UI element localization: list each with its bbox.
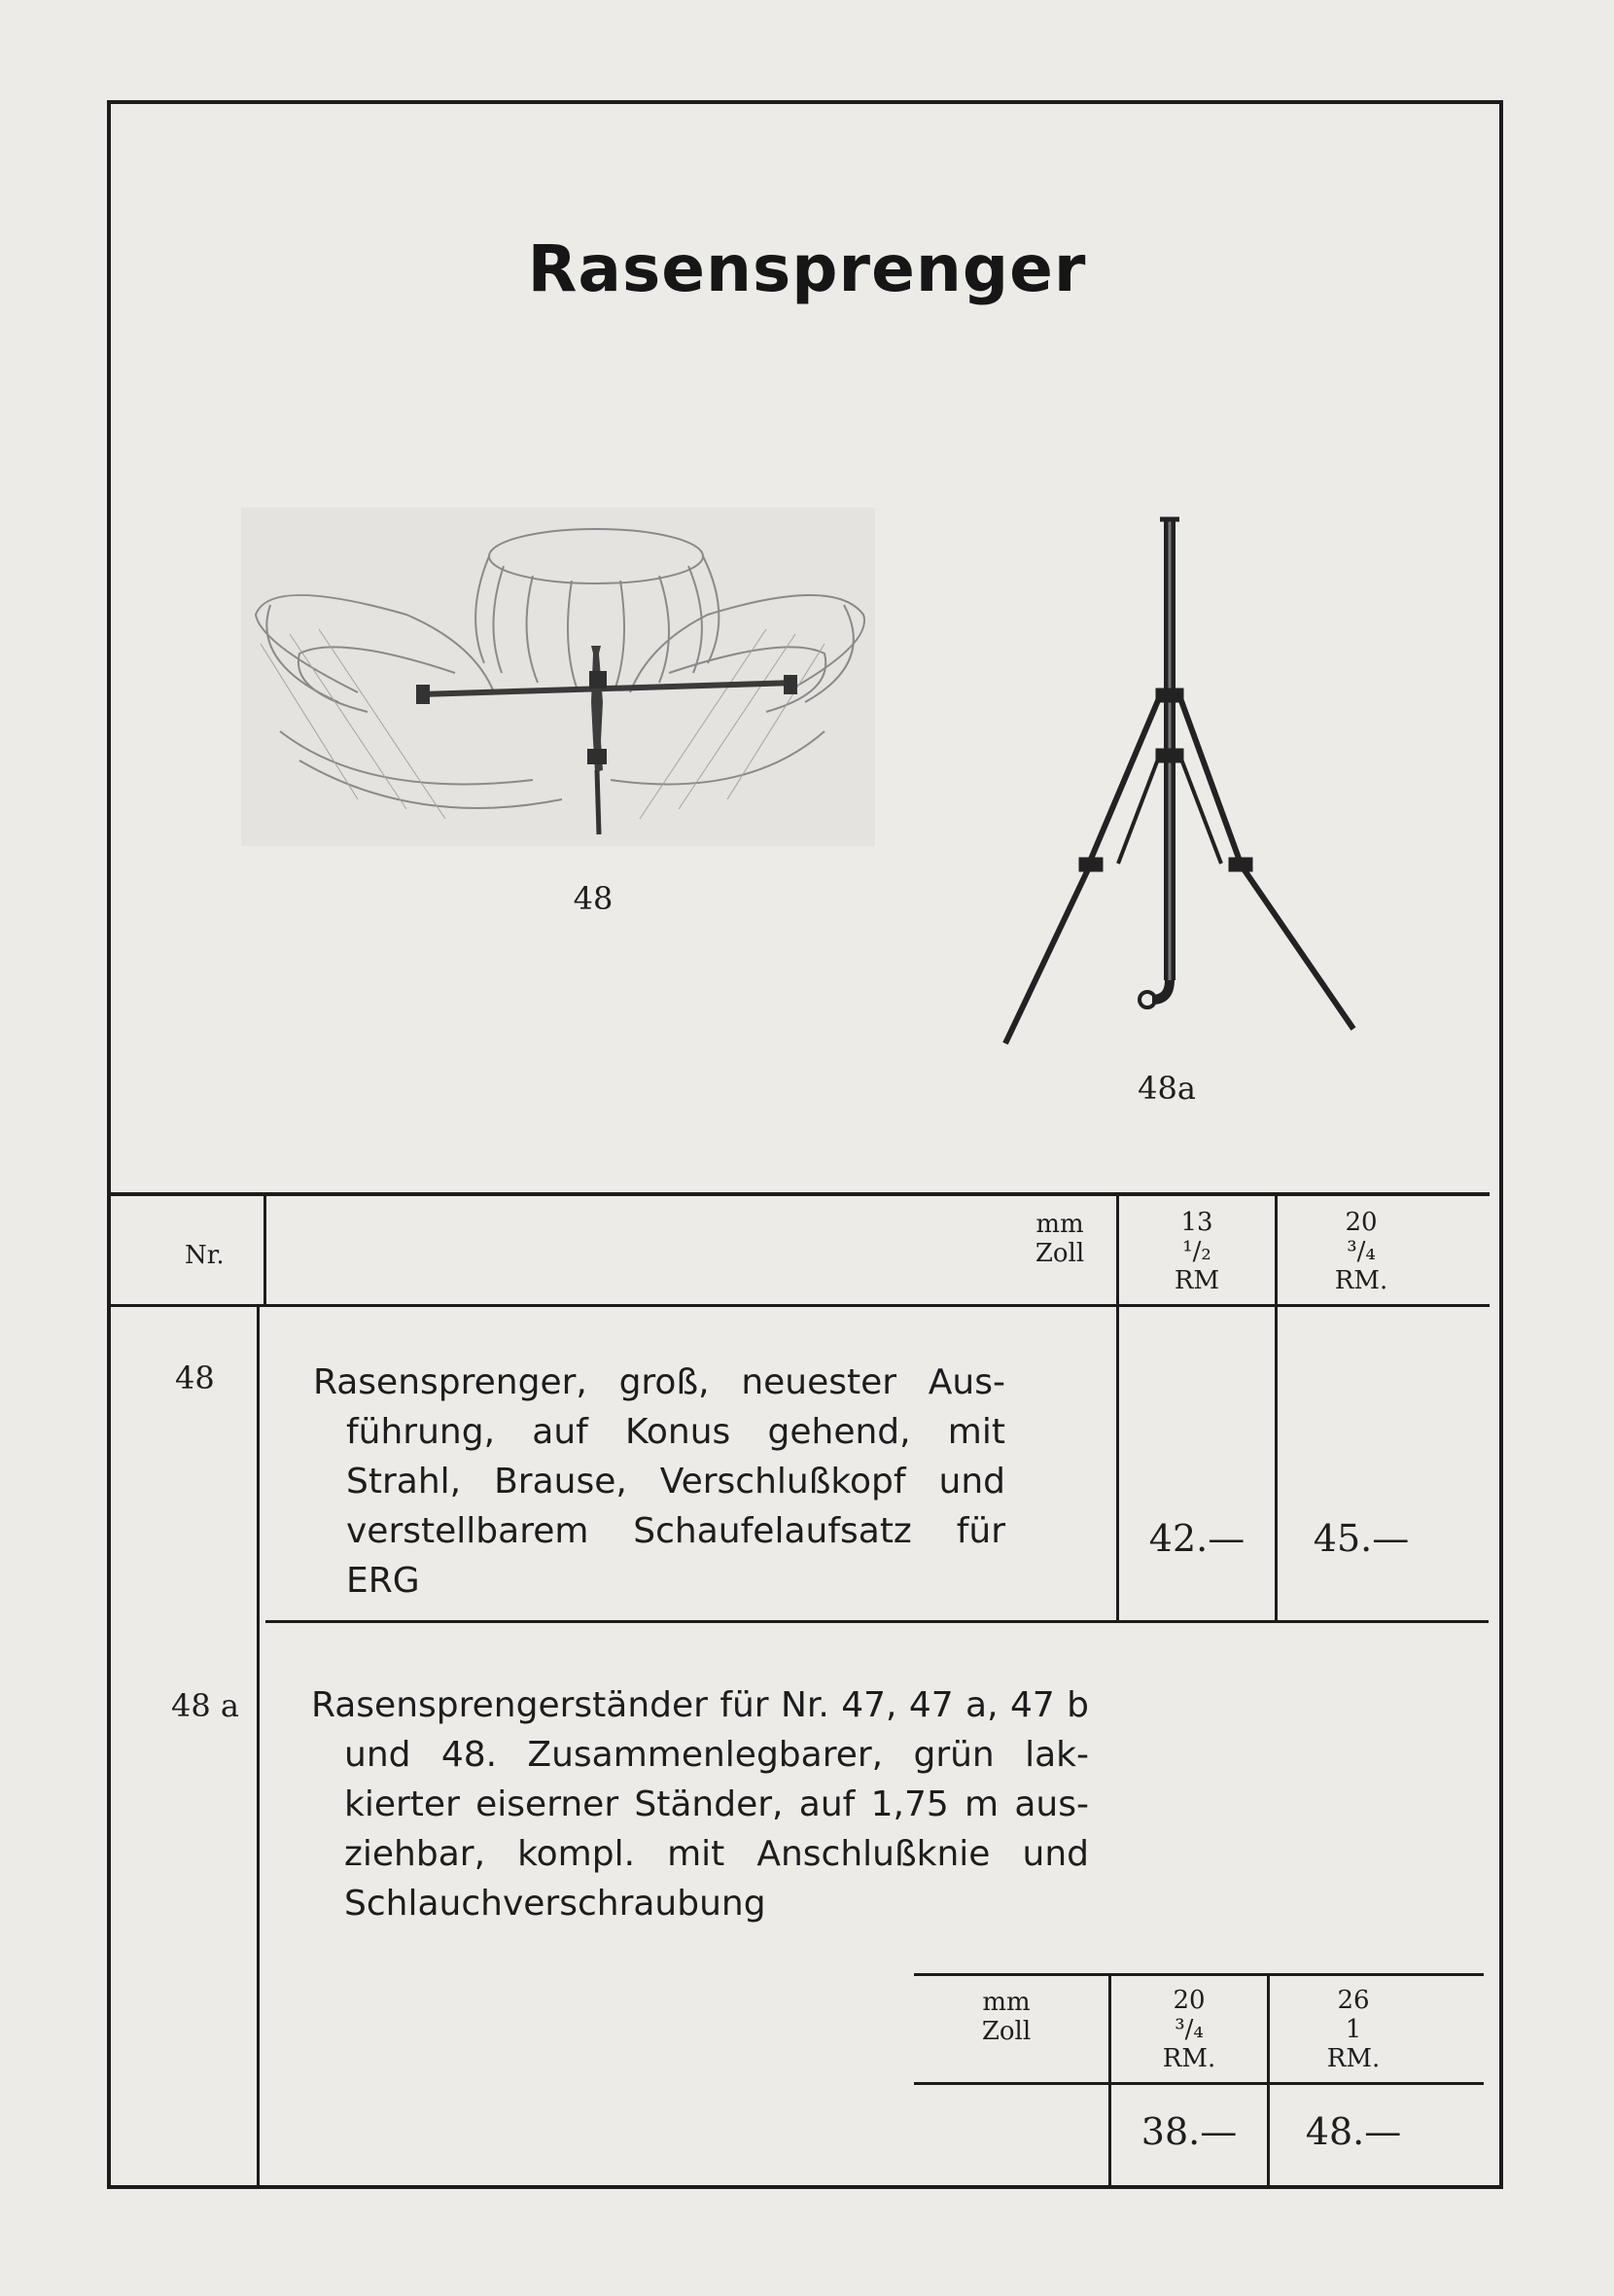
nr-column-divider-body	[257, 1306, 260, 2189]
item-48a-line-5: Schlauchverschraubung	[344, 1884, 766, 1924]
subheader-col2-mm: 26	[1337, 1986, 1370, 2015]
tripod-stand-illustration	[992, 513, 1381, 1048]
header-col1-mm: 13	[1180, 1208, 1213, 1237]
header-col1-currency: RM	[1174, 1266, 1220, 1295]
item-48a-price-1: 38.—	[1140, 2110, 1238, 2153]
subheader-mm: mm	[982, 1988, 1031, 2017]
row-separator	[265, 1620, 1489, 1623]
price-column-divider-2	[1275, 1196, 1278, 1621]
subtable-top-rule	[914, 1973, 1484, 1976]
page-title: Rasensprenger	[527, 231, 1087, 306]
subtable-header-rule	[914, 2082, 1484, 2085]
item-48-line-4: verstellbarem Schaufelaufsatz für ERG	[346, 1511, 1005, 1601]
item-48-line-1: Rasensprenger, groß, neuester Aus-	[313, 1362, 1005, 1402]
subheader-col2-currency: RM.	[1326, 2044, 1381, 2073]
item-48a-nr: 48 a	[171, 1687, 239, 1724]
table-top-rule	[109, 1192, 1490, 1196]
header-col2-mm: 20	[1345, 1208, 1378, 1237]
figure-caption-48a: 48a	[1138, 1070, 1196, 1107]
price-column-divider-1	[1116, 1196, 1119, 1621]
item-48-description	[313, 1358, 1005, 1606]
item-48-price-1: 42.—	[1148, 1517, 1246, 1560]
subheader-zoll: Zoll	[981, 2017, 1032, 2046]
item-48-nr: 48	[175, 1360, 215, 1396]
item-48a-line-2: und 48. Zusammenlegbarer, grün lak-	[344, 1735, 1089, 1775]
nr-column-divider	[263, 1196, 266, 1306]
subheader-col1-zoll: ³/₄	[1175, 2015, 1204, 2044]
subtable-divider-2	[1267, 1974, 1270, 2189]
item-48a-line-4: ziehbar, kompl. mit Anschlußknie und	[344, 1834, 1089, 1874]
header-zoll: Zoll	[1035, 1239, 1085, 1268]
header-col2-zoll: ³/₄	[1347, 1237, 1376, 1266]
item-48a-price-2: 48.—	[1305, 2110, 1402, 2153]
subheader-col1-mm: 20	[1173, 1986, 1206, 2015]
table-header-rule	[109, 1304, 1490, 1307]
subtable-divider-1	[1108, 1974, 1111, 2189]
subheader-col1-currency: RM.	[1162, 2044, 1216, 2073]
header-col1-zoll: ¹/₂	[1182, 1237, 1211, 1266]
item-48-price-2: 45.—	[1313, 1517, 1410, 1560]
subheader-col2-zoll: 1	[1345, 2015, 1362, 2044]
item-48a-line-1: Rasensprengerständer für Nr. 47, 47 a, 47 b	[311, 1685, 1089, 1725]
header-col2-currency: RM.	[1334, 1266, 1388, 1295]
item-48a-line-3: kierter eiserner Ständer, auf 1,75 m aus-	[344, 1784, 1089, 1824]
header-mm: mm	[1035, 1210, 1084, 1239]
item-48-line-2: führung, auf Konus gehend, mit	[346, 1412, 1005, 1452]
figure-caption-48: 48	[573, 880, 614, 917]
item-48-line-3: Strahl, Brause, Verschlußkopf und	[346, 1462, 1005, 1501]
header-nr: Nr.	[185, 1241, 225, 1270]
item-48a-description	[311, 1680, 1089, 1928]
sprinkler-illustration	[241, 508, 875, 846]
